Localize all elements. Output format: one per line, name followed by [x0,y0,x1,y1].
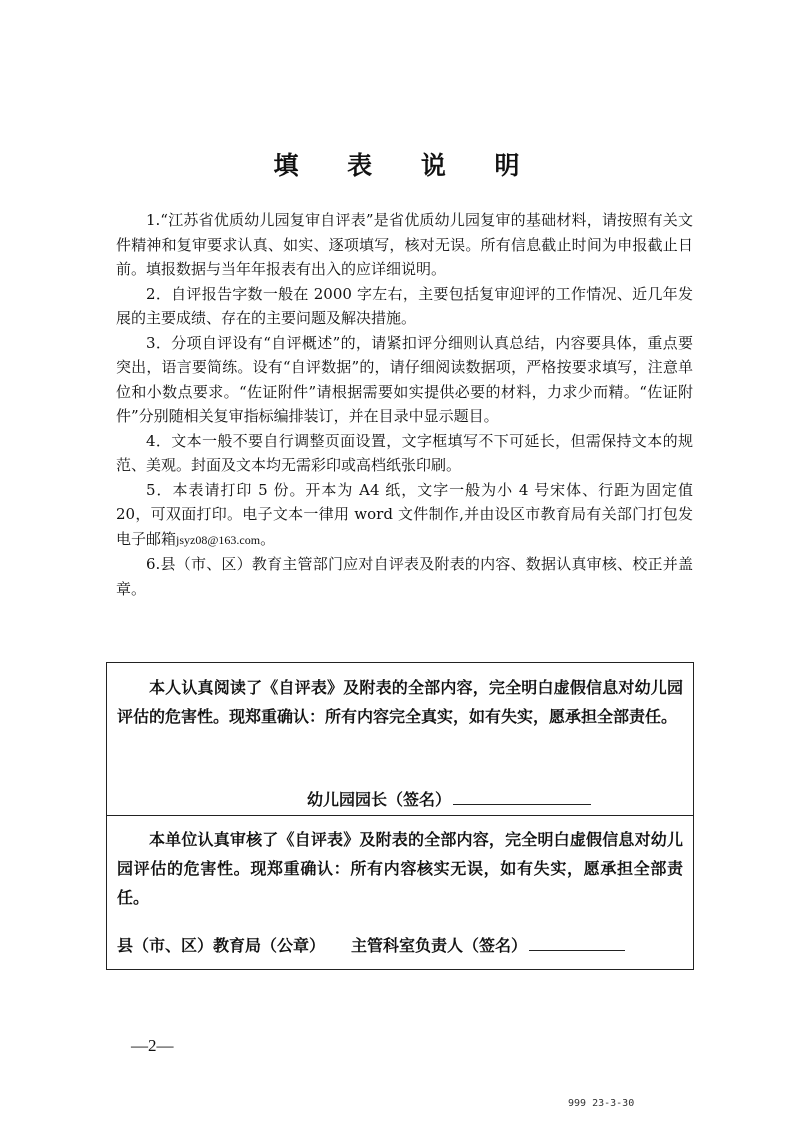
principal-statement: 本人认真阅读了《自评表》及附表的全部内容，完全明白虚假信息对幼儿园评估的危害性。现郑重确认：所有内容完全真实，如有失实，愿承担全部责任。 [117,678,683,726]
declaration-box [106,662,694,970]
principal-signature-row [307,785,591,814]
instruction-item-5-end: 。 [260,529,276,548]
bureau-statement: 本单位认真审核了《自评表》及附表的全部内容，完全明白虚假信息对幼儿园评估的危害性。现郑重确认：所有内容核实无误，如有失实，愿承担全部责任。 [117,830,683,907]
bureau-declaration [107,825,693,965]
bureau-sign-label: 主管科室负责人（签名） [351,936,528,955]
principal-declaration [107,673,693,823]
instruction-item-3: 3．分项自评设有“自评概述”的，请紧扣评分细则认真总结，内容要具体，重点要突出，语言要简练。设有“自评数据”的，请仔细阅读数据项，严格按要求填写，注意单位和小数点要求。“佐证附件”请根据需要如实提供必要的材料，力求少而精。“佐证附件”分别随相关复审指标编排装订，并在目录中显示题目。 [116,333,693,425]
instruction-item-4: 4．文本一般不要自行调整页面设置，文字框填写不下可延长，但需保持文本的规范、美观。封面及文本均无需彩印或高档纸张印刷。 [116,431,693,474]
page-number: —2— [131,1036,174,1055]
page-title: 填 表 说 明 [273,151,540,180]
bureau-seal-label: 县（市、区）教育局（公章） [117,936,326,955]
principal-sign-label: 幼儿园园长（签名） [307,790,452,809]
instruction-item-6: 6.县（市、区）教育主管部门应对自评表及附表的内容、数据认真审核、校正并盖章。 [116,555,693,598]
instruction-item-5 [116,478,693,553]
bureau-signature-field[interactable] [529,932,625,951]
instruction-item-2: 2．自评报告字数一般在 2000 字左右，主要包括复审迎评的工作情况、近几年发展的主要成绩、存在的主要问题及解决措施。 [116,284,693,327]
principal-signature-field[interactable] [453,786,591,805]
declaration-divider [107,815,693,816]
contact-email: jsyz08@163.com [176,532,261,547]
instruction-item-5-text: 5．本表请打印 5 份。开本为 A4 纸，文字一般为小 4 号宋体、行距为固定值 20，可双面打印。电子文本一律用 word 文件制作,并由设区市教育局有关部门打包发电子邮箱 [116,480,693,548]
instructions-list [116,208,693,601]
instruction-item-1: 1.“江苏省优质幼儿园复审自评表”是省优质幼儿园复审的基础材料，请按照有关文件精神和复审要求认真、如实、逐项填写，核对无误。所有信息截止时间为申报截止日前。填报数据与当年年报表有出入的应详细说明。 [116,211,693,278]
bureau-signature-row [117,931,625,960]
print-code: 999 23-3-30 [568,1098,635,1109]
